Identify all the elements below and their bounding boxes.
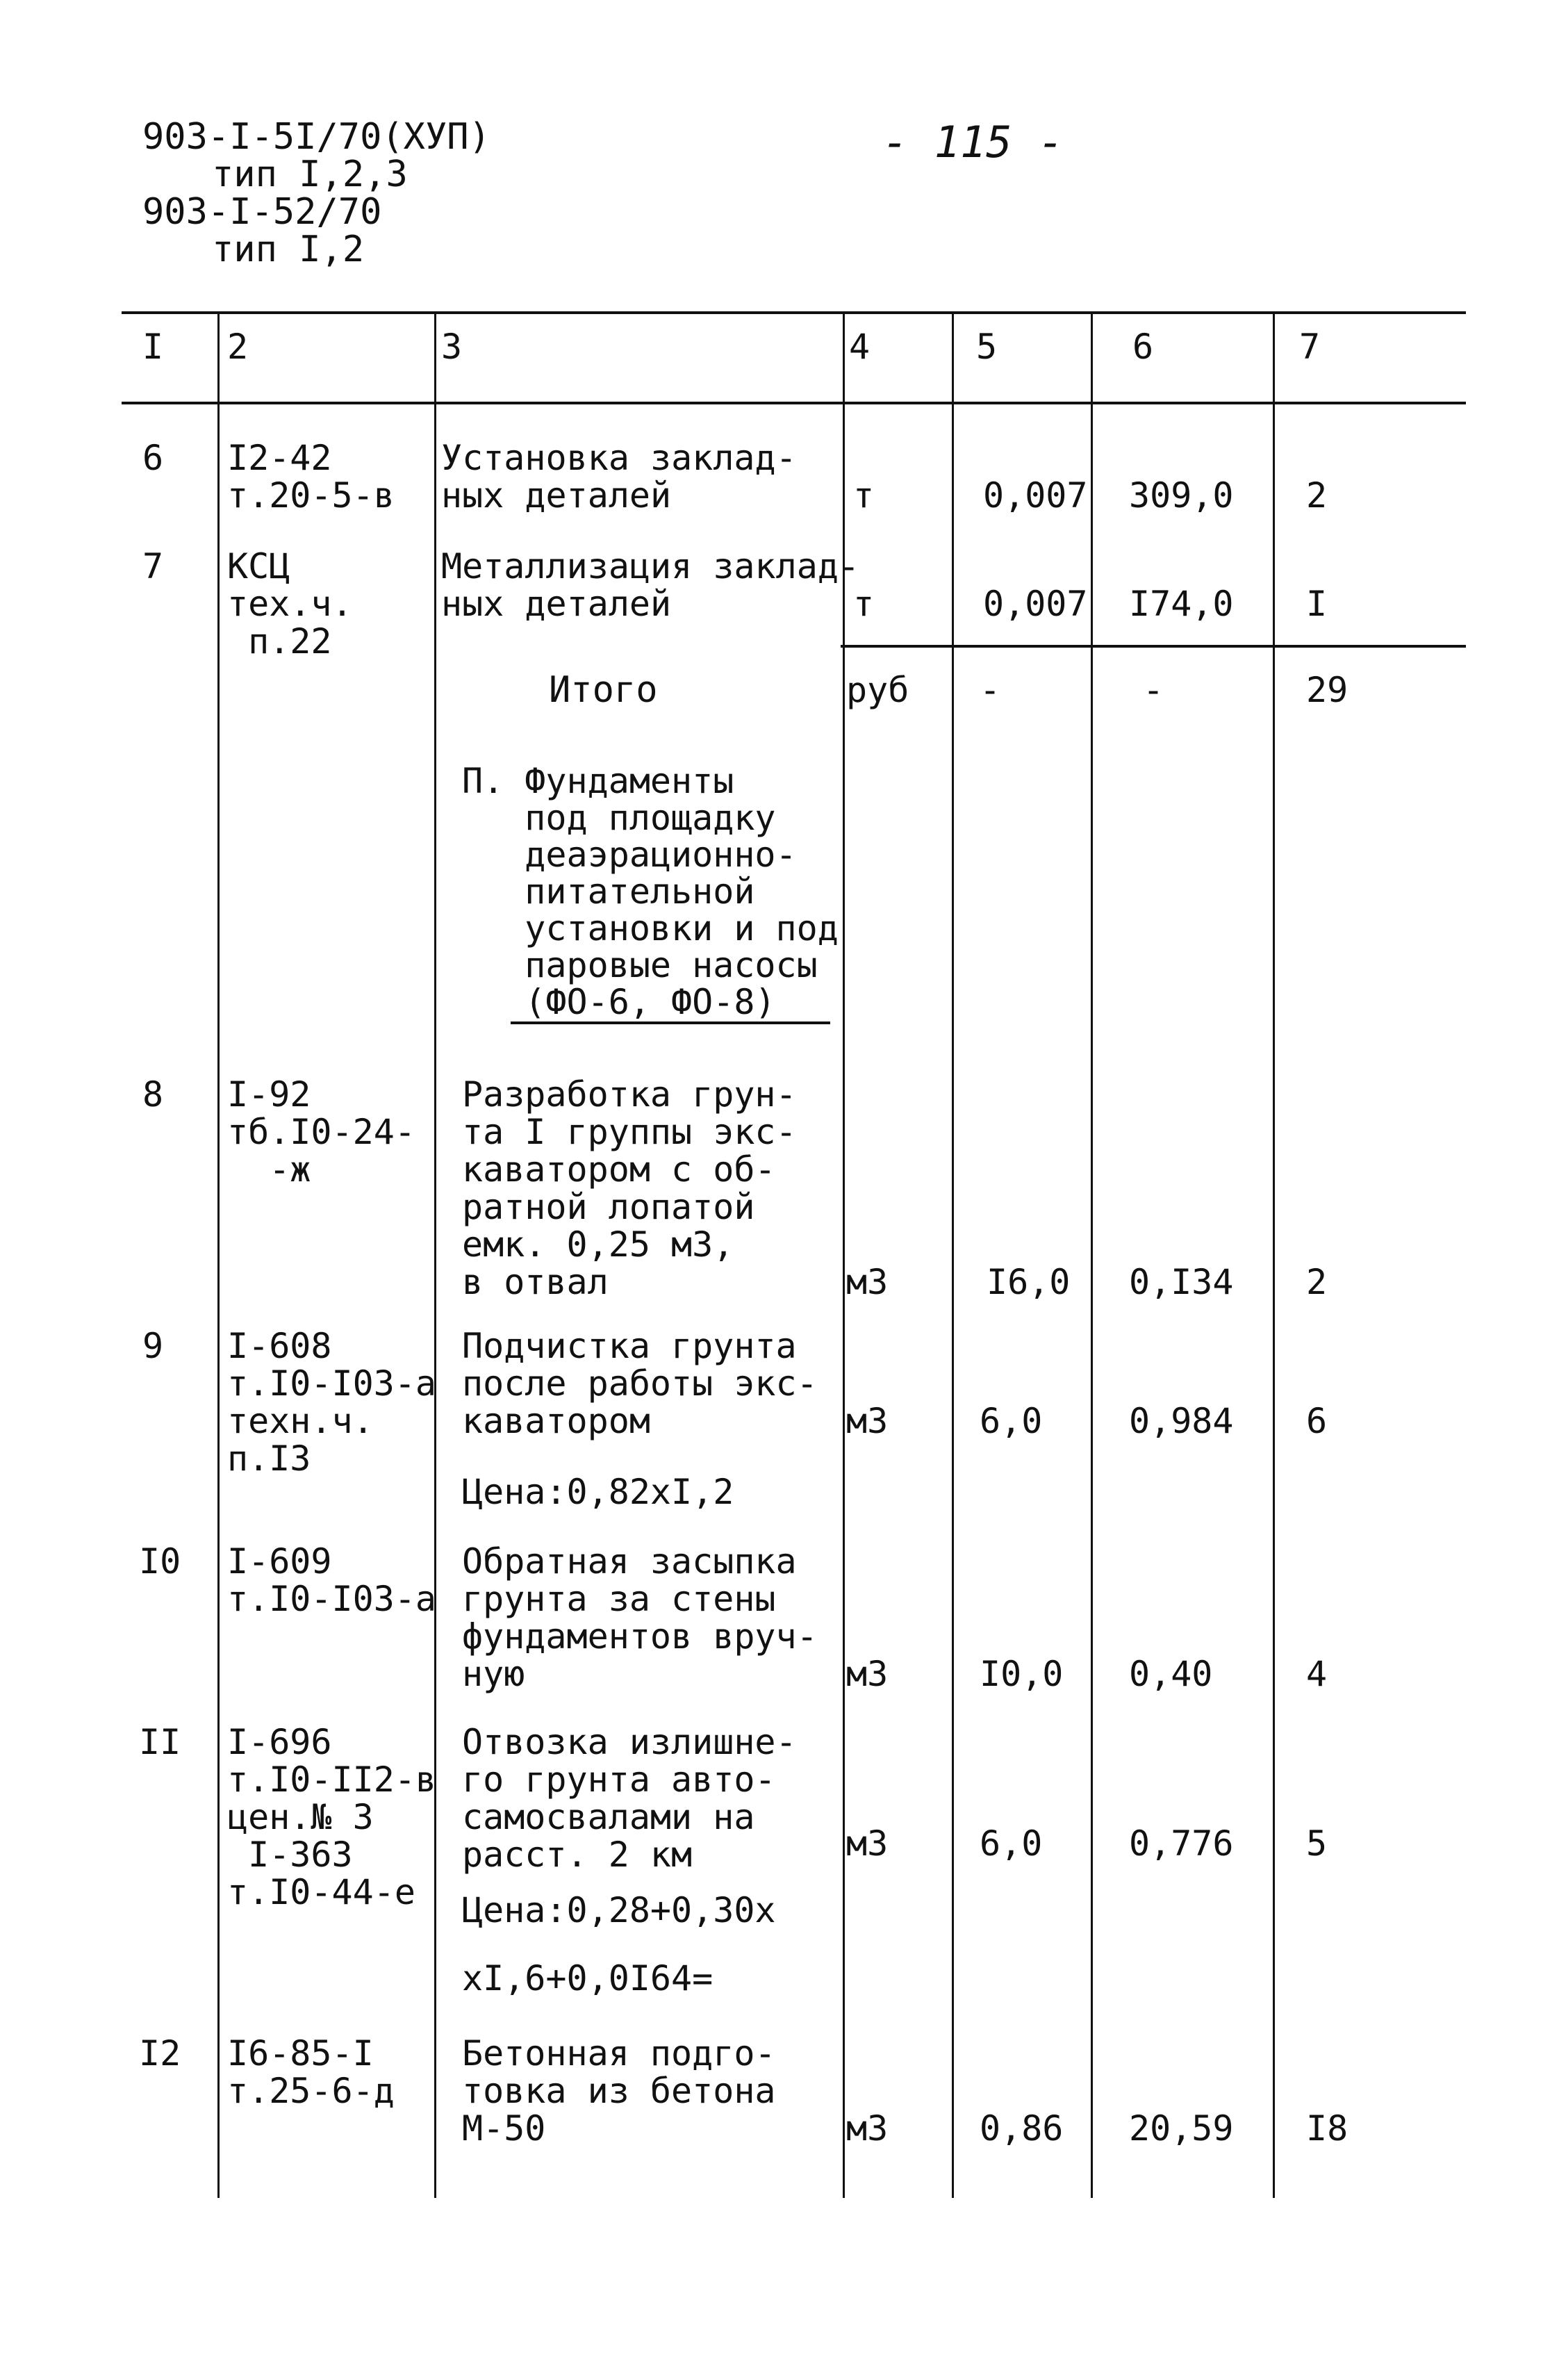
row-unit-price: 0,776 <box>1129 1823 1234 1864</box>
row-unit: м3 <box>846 2108 889 2149</box>
row-quantity: 0,86 <box>980 2108 1064 2149</box>
subtotal-quantity: - <box>980 670 1001 710</box>
page-number: - 115 - <box>882 117 1064 167</box>
row-price-note: Цена:0,82хI,2 <box>462 1472 734 1512</box>
row-cost: 6 <box>1306 1401 1328 1441</box>
row-description: Установка заклад- ных деталей <box>441 438 797 516</box>
column-number-4: 4 <box>849 327 871 367</box>
row-quantity: 6,0 <box>980 1823 1043 1864</box>
row-unit: м3 <box>846 1401 889 1441</box>
row-reference: I-609 т.I0-I03-а <box>227 1541 437 1619</box>
row-description: Разработка грун- та I группы экс- каватором с об- ратной лопатой емк. 0,25 м3, в отвал <box>462 1074 797 1302</box>
doc-type-2: тип I,2 <box>212 229 365 270</box>
subtotal-cost: 29 <box>1306 670 1348 710</box>
row-number: 8 <box>142 1074 164 1115</box>
row-quantity: 6,0 <box>980 1401 1043 1441</box>
column-number-6: 6 <box>1132 327 1154 367</box>
row-cost: 5 <box>1306 1823 1328 1864</box>
row-unit-price: I74,0 <box>1129 584 1234 624</box>
row-cost: 2 <box>1306 1262 1328 1302</box>
row-unit-price: 0,984 <box>1129 1401 1234 1441</box>
doc-code-2: 903-I-52/70 <box>142 191 382 233</box>
row-cost: 2 <box>1306 475 1328 516</box>
row-number: 6 <box>142 438 164 478</box>
row-reference: I-92 тб.I0-24- -ж <box>227 1074 415 1190</box>
row-unit-price: 309,0 <box>1129 475 1234 516</box>
row-reference: I-608 т.I0-I03-а техн.ч. п.I3 <box>227 1326 437 1479</box>
row-quantity: I6,0 <box>987 1262 1071 1302</box>
row-description: Обратная засыпка грунта за стены фундаментов вруч- ную <box>462 1541 818 1694</box>
row-reference: I6-85-I т.25-6-д <box>227 2033 395 2111</box>
row-cost: I8 <box>1306 2108 1348 2149</box>
row-unit: м3 <box>846 1654 889 1694</box>
column-number-3: 3 <box>441 327 463 367</box>
row-reference: КСЦ тех.ч. п.22 <box>227 546 353 662</box>
row-cost: I <box>1306 584 1328 624</box>
column-number-1: I <box>142 327 164 367</box>
row-quantity: 0,007 <box>983 475 1088 516</box>
row-unit-price: 0,40 <box>1129 1654 1213 1694</box>
row-reference: I-696 т.I0-II2-в цен.№ 3 I-363 т.I0-44-е <box>227 1722 437 1912</box>
row-unit-price: 0,I34 <box>1129 1262 1234 1302</box>
doc-code-1: 903-I-5I/70(ХУП) <box>142 116 490 158</box>
row-number: I0 <box>139 1541 181 1582</box>
subtotal-price: - <box>1143 670 1164 710</box>
row-unit-price: 20,59 <box>1129 2108 1234 2149</box>
section-title: П. Фундаменты под площадку деаэрационно- питательной установки и под паровые насосы (ФО-6, ФО-8) <box>462 761 839 1022</box>
row-unit: м3 <box>846 1823 889 1864</box>
row-reference: I2-42 т.20-5-в <box>227 438 395 516</box>
row-description: Отвозка излишне- го грунта авто- самосвалами на расст. 2 км <box>462 1722 797 1875</box>
row-cost: 4 <box>1306 1654 1328 1694</box>
row-description: Подчистка грунта после работы экс- каватором <box>462 1326 818 1441</box>
section-underline <box>511 1021 830 1024</box>
subtotal-unit: руб <box>846 670 909 710</box>
row-quantity: I0,0 <box>980 1654 1064 1694</box>
row-description: Металлизация заклад- ных деталей <box>441 546 860 624</box>
row-number: 7 <box>142 546 164 586</box>
row-number: II <box>139 1722 181 1762</box>
column-number-2: 2 <box>227 327 249 367</box>
row-number: 9 <box>142 1326 164 1366</box>
row-description: Бетонная подго- товка из бетона М-50 <box>462 2033 776 2149</box>
doc-type-1: тип I,2,3 <box>212 154 408 195</box>
row-price-note-continued: хI,6+0,0I64= <box>462 1958 713 1999</box>
row-unit: м3 <box>846 1262 889 1302</box>
column-number-7: 7 <box>1299 327 1321 367</box>
row-unit: т <box>853 584 875 624</box>
row-price-note: Цена:0,28+0,30х <box>462 1890 776 1930</box>
column-number-5: 5 <box>976 327 998 367</box>
row-number: I2 <box>139 2033 181 2074</box>
row-unit: т <box>853 475 875 516</box>
row-quantity: 0,007 <box>983 584 1088 624</box>
subtotal-label: Итого <box>549 669 658 711</box>
